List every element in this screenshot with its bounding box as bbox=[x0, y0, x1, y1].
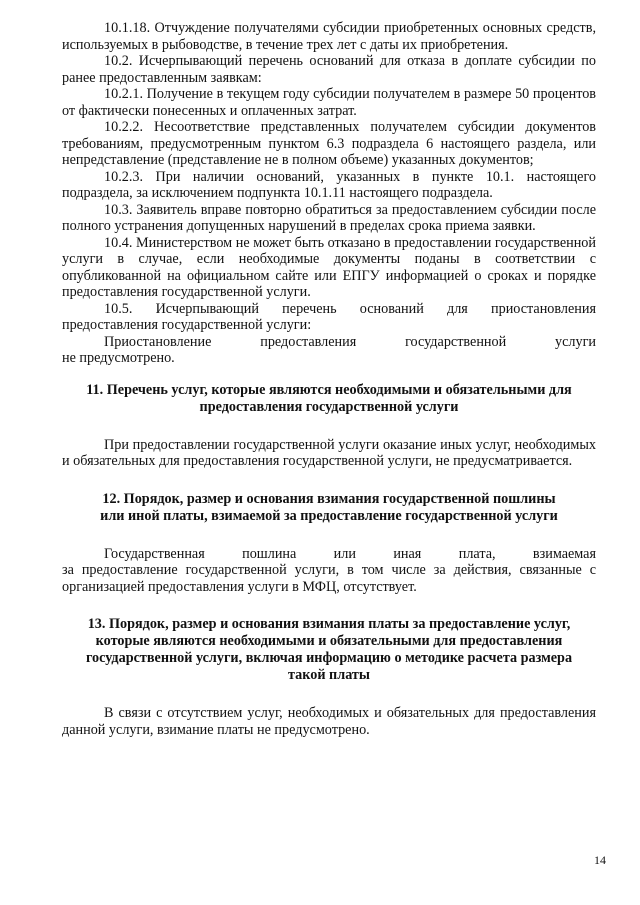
section-13-body: В связи с отсутствием услуг, необходимых и обязательных для предоставления данной услуги, взимание платы не предусмотрено. bbox=[62, 705, 596, 738]
paragraph-10-2-3: 10.2.3. При наличии оснований, указанных в пункте 10.1. настоящего подраздела, за исключением подпункта 10.1.11 настоящего подраздела. bbox=[62, 168, 596, 201]
section-13-title-line4: такой платы bbox=[288, 667, 370, 683]
section-13-title-line1: 13. Порядок, размер и основания взимания платы за предоставление услуг, bbox=[87, 616, 571, 632]
section-12-body-line1: Государственная пошлина или иная плата, взимаемая bbox=[104, 545, 596, 562]
paragraph-10-2-2: 10.2.2. Несоответствие представленных получателем субсидии документов требованиям, предусмотренным пунктом 6.3 подраздела 6 настоящего раздела, или непредставление (представление не в полном объеме) указанных документов; bbox=[62, 119, 596, 168]
paragraph-10-5-suspension: Приостановление предоставления государственной услуги bbox=[104, 333, 596, 350]
paragraph-10-2-1: 10.2.1. Получение в текущем году субсидии получателем в размере 50 процентов от фактически понесенных и оплаченных затрат. bbox=[62, 86, 596, 119]
paragraph-10-5: 10.5. Исчерпывающий перечень оснований для приостановления предоставления государственной услуги: bbox=[62, 300, 596, 333]
section-11-heading bbox=[62, 382, 596, 416]
section-11-title-line2: предоставления государственной услуги bbox=[199, 398, 459, 415]
paragraph-10-5-not-provided: не предусмотрено. bbox=[62, 350, 175, 366]
section-11-body: При предоставлении государственной услуги оказание иных услуг, необходимых и обязательных для предоставления государственной услуги, не предусматривается. bbox=[62, 436, 596, 469]
paragraph-10-4: 10.4. Министерством не может быть отказано в предоставлении государственной услуги в случае, если необходимые документы поданы в соответствии с опубликованной на официальном сайте или ЕПГУ информацией о сроках и порядке предоставления государственной услуги. bbox=[62, 234, 596, 300]
section-12-heading bbox=[62, 491, 596, 525]
section-13-title-line2: которые являются необходимыми и обязательными для предоставления bbox=[95, 633, 563, 649]
section-13-title-line3: государственной услуги, включая информацию о методике расчета размера bbox=[85, 650, 573, 666]
section-12-title-line2: или иной платы, взимаемой за предоставление государственной услуги bbox=[100, 507, 558, 524]
section-11-title-line1: 11. Перечень услуг, которые являются необходимыми и обязательными для bbox=[86, 381, 572, 398]
page-number: 14 bbox=[594, 853, 606, 867]
paragraph-10-3: 10.3. Заявитель вправе повторно обратиться за предоставлением субсидии после полного устранения допущенных нарушений в пределах срока приема заявки. bbox=[62, 201, 596, 234]
paragraph-10-2: 10.2. Исчерпывающий перечень оснований для отказа в доплате субсидии по ранее предоставленным заявкам: bbox=[62, 53, 596, 86]
section-12-title-line1: 12. Порядок, размер и основания взимания государственной пошлины bbox=[102, 490, 556, 507]
paragraph-10-1-18: 10.1.18. Отчуждение получателями субсидии приобретенных основных средств, используемых в рыбоводстве, в течение трех лет с даты их приобретения. bbox=[62, 20, 596, 53]
section-12-body-rest: за предоставление государственной услуги, в том числе за действия, связанные с организацией предоставления услуги в МФЦ, отсутствует. bbox=[62, 562, 596, 595]
document-page bbox=[62, 20, 596, 738]
section-13-heading bbox=[62, 616, 596, 684]
